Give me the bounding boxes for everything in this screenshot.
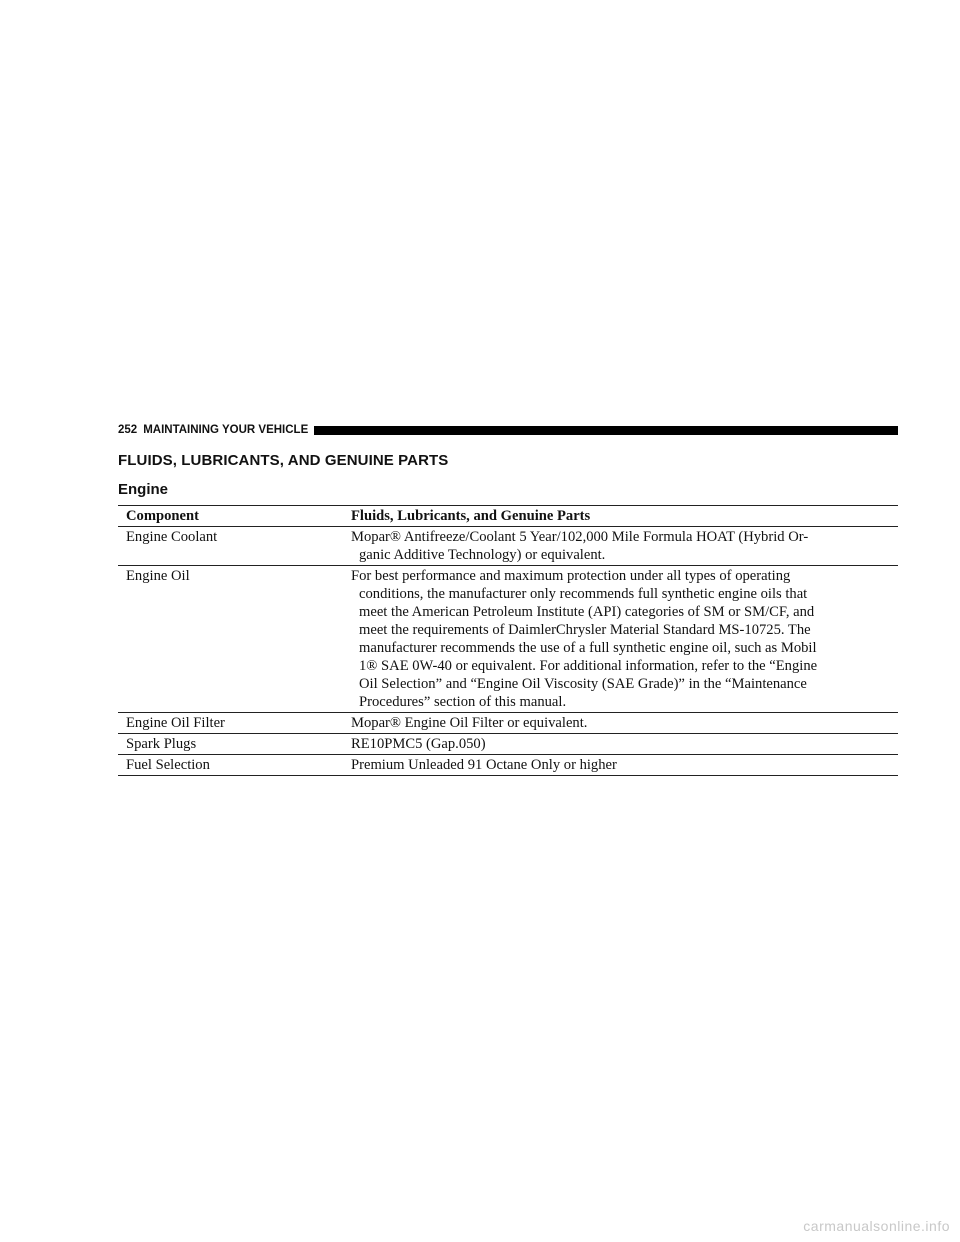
sub-title: Engine <box>118 481 169 498</box>
component-cell: Engine Oil <box>118 566 351 713</box>
fluids-line: manufacturer recommends the use of a full synthetic engine oil, such as Mobil <box>359 640 817 656</box>
column-header-component: Component <box>118 506 351 527</box>
fluids-cell <box>351 527 898 566</box>
chapter-title: MAINTAINING YOUR VEHICLE <box>143 424 309 436</box>
fluids-line: Premium Unleaded 91 Octane Only or higher <box>351 757 617 773</box>
fluids-line: For best performance and maximum protection under all types of operating <box>351 568 791 584</box>
table-row <box>118 755 898 776</box>
fluids-cell <box>351 755 898 776</box>
fluids-line: Procedures” section of this manual. <box>359 694 567 710</box>
fluids-line: ganic Additive Technology) or equivalent. <box>359 547 606 563</box>
component-cell: Fuel Selection <box>118 755 351 776</box>
table-row <box>118 527 898 566</box>
component-cell: Engine Oil Filter <box>118 713 351 734</box>
fluids-line: meet the requirements of DaimlerChrysler Material Standard MS-10725. The <box>359 622 811 638</box>
fluids-cell <box>351 566 898 713</box>
fluids-cell <box>351 734 898 755</box>
page-header <box>118 423 898 437</box>
column-header-fluids: Fluids, Lubricants, and Genuine Parts <box>351 506 898 527</box>
fluids-line: Oil Selection” and “Engine Oil Viscosity (SAE Grade)” in the “Maintenance <box>359 676 807 692</box>
component-cell: Spark Plugs <box>118 734 351 755</box>
fluids-line: meet the American Petroleum Institute (API) categories of SM or SM/CF, and <box>359 604 815 620</box>
table-row <box>118 566 898 713</box>
fluids-line: Mopar® Antifreeze/Coolant 5 Year/102,000 Mile Formula HOAT (Hybrid Or- <box>351 529 809 545</box>
fluids-table <box>118 505 898 776</box>
fluids-line: 1® SAE 0W-40 or equivalent. For additional information, refer to the “Engine <box>359 658 818 674</box>
watermark: carmanualsonline.info <box>803 1218 950 1234</box>
table-body <box>118 527 898 776</box>
fluids-line: conditions, the manufacturer only recommends full synthetic engine oils that <box>359 586 808 602</box>
fluids-line: RE10PMC5 (Gap.050) <box>351 736 486 752</box>
component-cell: Engine Coolant <box>118 527 351 566</box>
fluids-cell <box>351 713 898 734</box>
table-row <box>118 734 898 755</box>
table-row <box>118 713 898 734</box>
fluids-line: Mopar® Engine Oil Filter or equivalent. <box>351 715 588 731</box>
section-title: FLUIDS, LUBRICANTS, AND GENUINE PARTS <box>118 452 449 469</box>
page-number: 252 <box>118 424 138 436</box>
table-header-row <box>118 506 898 527</box>
header-rule <box>314 426 898 435</box>
